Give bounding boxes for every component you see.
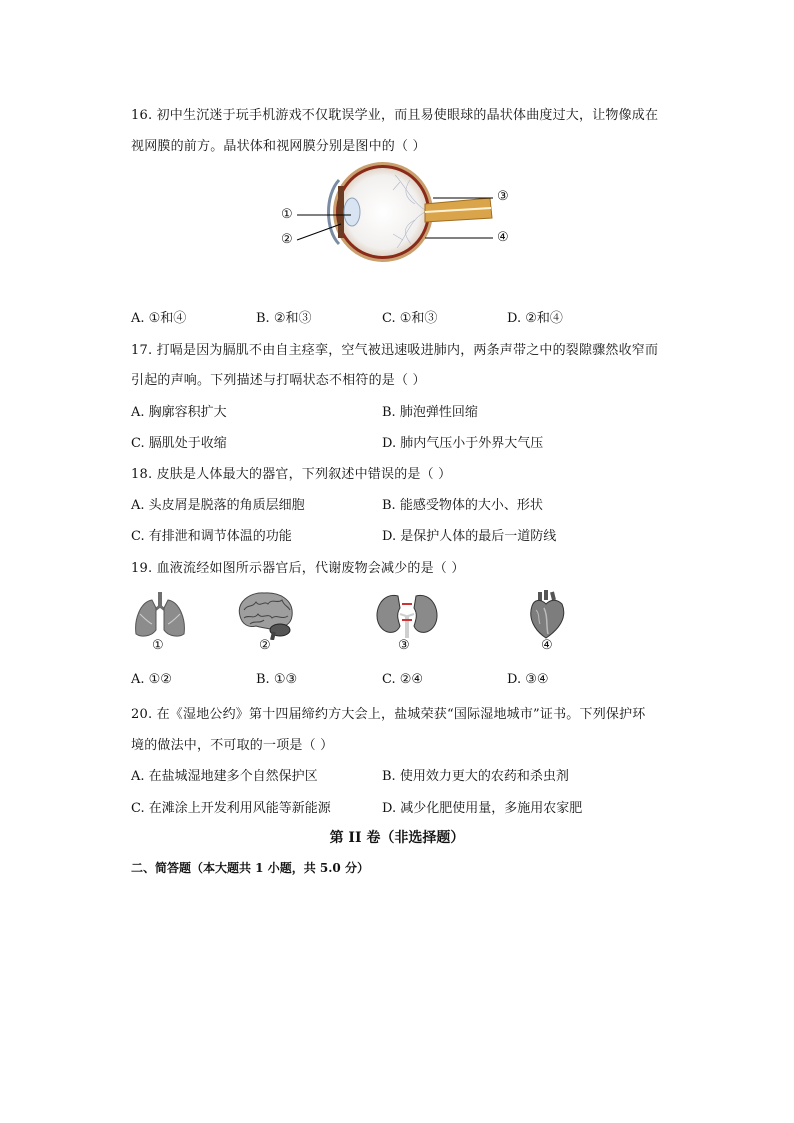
q18-option-b: B. 能感受物体的大小、形状 — [382, 498, 543, 513]
q20-stem-line1: 20. 在《湿地公约》第十四届缔约方大会上，盐城荣获“国际湿地城市”证书。下列保护环 — [131, 707, 646, 722]
q16-stem-line1: 16. 初中生沉迷于玩手机游戏不仅耽误学业，而且易使眼球的晶状体曲度过大，让物像成在 — [131, 108, 659, 123]
q17-stem-line2: 引起的声响。下列描述与打嗝状态不相符的是（ ） — [131, 373, 426, 388]
q16-option-d: D. ②和④ — [507, 311, 563, 326]
section-subtitle: 二、简答题（本大题共 1 小题，共 5.0 分） — [131, 861, 369, 875]
q19-stem: 19. 血液流经如图所示器官后，代谢废物会减少的是（ ） — [131, 561, 465, 576]
section-title: 第 II 卷（非选择题） — [329, 830, 465, 846]
lungs-image — [132, 592, 188, 640]
q20-option-b: B. 使用效力更大的农药和杀虫剂 — [382, 769, 569, 784]
organ-label-2: ② — [259, 638, 271, 653]
q19-option-a: A. ①② — [131, 672, 172, 687]
brain-image — [234, 590, 296, 640]
q18-stem: 18. 皮肤是人体最大的器官，下列叙述中错误的是（ ） — [131, 467, 452, 482]
eye-diagram — [275, 160, 525, 270]
q16-stem-line2: 视网膜的前方。晶状体和视网膜分别是图中的（ ） — [131, 139, 426, 154]
q17-option-c: C. 膈肌处于收缩 — [131, 436, 227, 451]
eye-label-2: ② — [281, 232, 293, 247]
iris — [338, 186, 344, 238]
q17-option-b: B. 肺泡弹性回缩 — [382, 405, 478, 420]
eye-label-4: ④ — [497, 230, 509, 245]
heart-image — [522, 588, 572, 640]
kidneys-image — [374, 590, 440, 640]
q20-option-c: C. 在滩涂上开发利用风能等新能源 — [131, 801, 331, 816]
q19-option-d: D. ③④ — [507, 672, 549, 687]
q18-option-c: C. 有排泄和调节体温的功能 — [131, 529, 292, 544]
q18-option-d: D. 是保护人体的最后一道防线 — [382, 529, 557, 544]
q19-option-b: B. ①③ — [256, 672, 298, 687]
q16-option-b: B. ②和③ — [256, 311, 312, 326]
q20-stem-line2: 境的做法中，不可取的一项是（ ） — [131, 738, 334, 753]
q19-option-c: C. ②④ — [382, 672, 424, 687]
eye-label-3: ③ — [497, 189, 509, 204]
organ-label-4: ④ — [541, 638, 553, 653]
q17-stem-line1: 17. 打嗝是因为膈肌不由自主痉挛，空气被迅速吸进肺内，两条声带之中的裂隙骤然收窄而 — [131, 343, 659, 358]
q16-option-c: C. ①和③ — [382, 311, 438, 326]
eye-label-1: ① — [281, 207, 293, 222]
q20-option-d: D. 减少化肥使用量，多施用农家肥 — [382, 801, 583, 816]
lens — [344, 198, 360, 226]
q16-option-a: A. ①和④ — [131, 311, 187, 326]
q20-option-a: A. 在盐城湿地建多个自然保护区 — [131, 769, 318, 784]
q17-option-a: A. 胸廓容积扩大 — [131, 405, 227, 420]
q17-option-d: D. 肺内气压小于外界大气压 — [382, 436, 544, 451]
organ-label-3: ③ — [398, 638, 410, 653]
organ-label-1: ① — [152, 638, 164, 653]
q18-option-a: A. 头皮屑是脱落的角质层细胞 — [131, 498, 305, 513]
